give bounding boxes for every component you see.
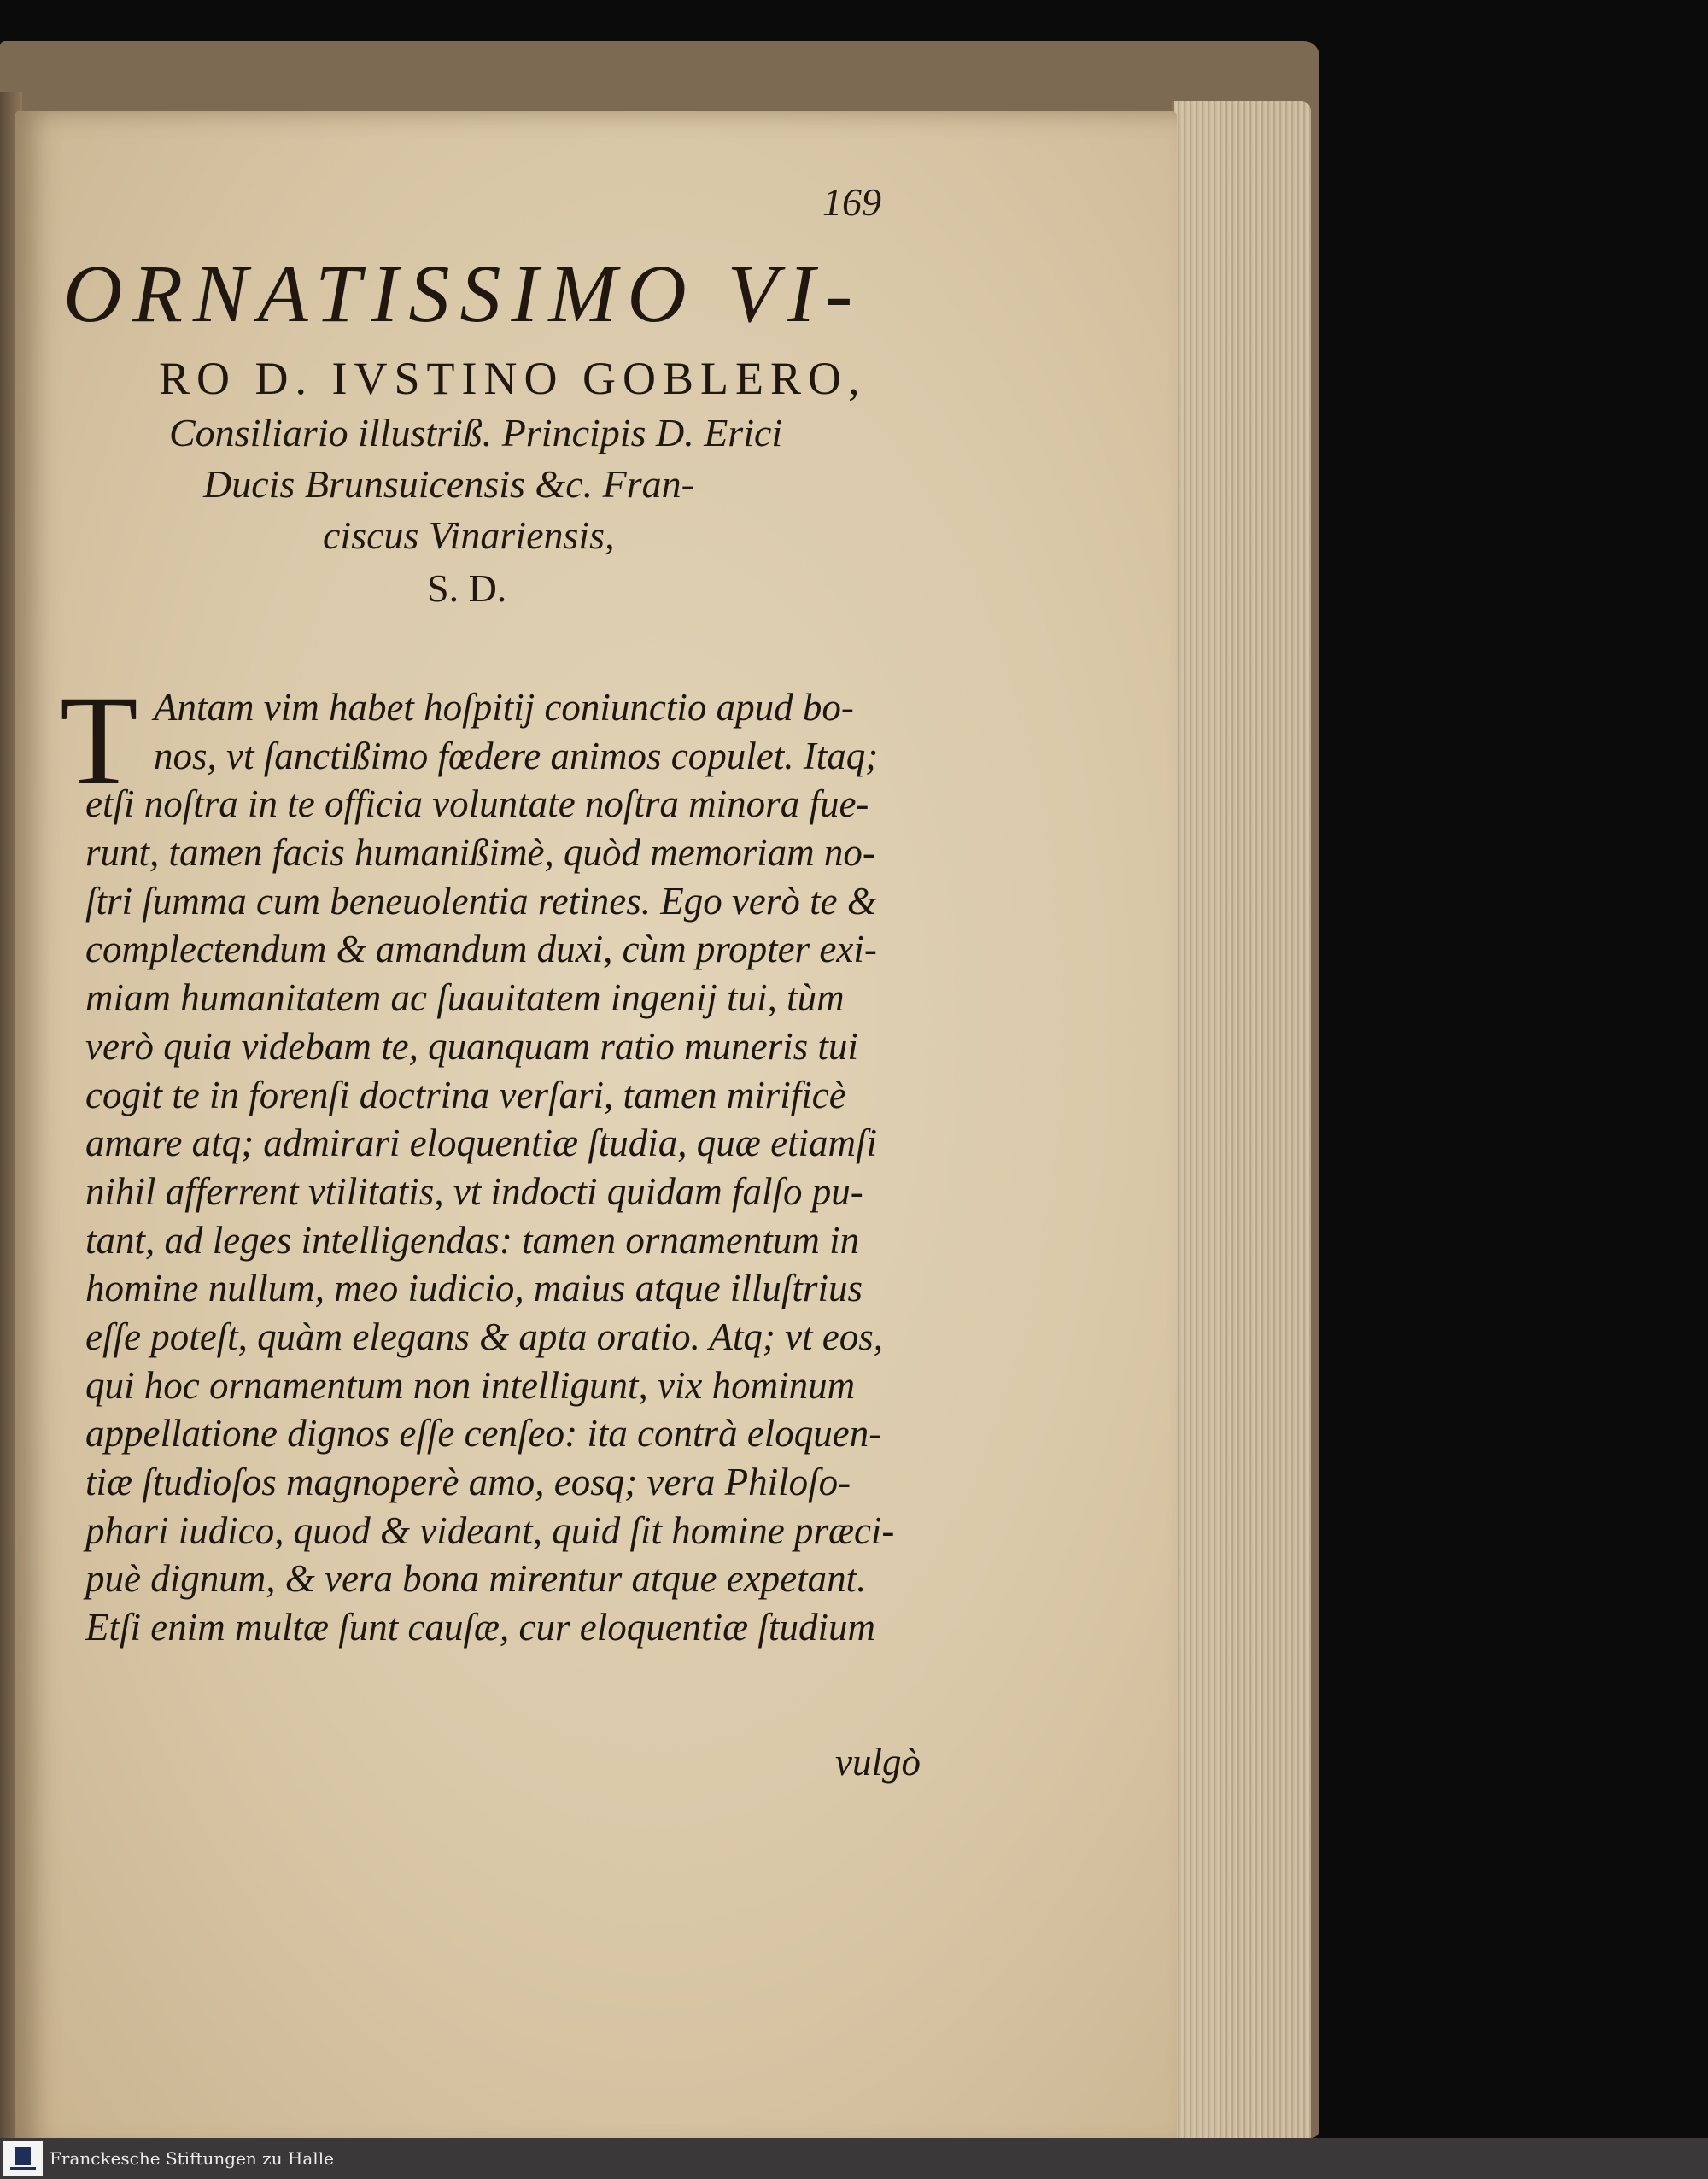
heading-salutation: S. D. xyxy=(427,566,507,610)
body-line: eſſe poteſt, quàm elegans & apta oratio. Atq; vt eos, xyxy=(85,1315,884,1358)
body-line: tiæ ſtudioſos magnoperè amo, eosq; vera Philoſo- xyxy=(85,1461,851,1503)
body-line: ſtri ſumma cum beneuolentia retines. Ego verò te & xyxy=(85,879,877,923)
body-line: complectendum & amandum duxi, cùm propter exi- xyxy=(85,928,877,971)
body-line: verò quia videbam te, quanquam ratio muneris tui xyxy=(85,1024,858,1068)
title-line-1: ORNATISSIMO VI- xyxy=(63,248,863,339)
body-line: cogit te in forenſi doctrina verſari, tamen mirificè xyxy=(85,1073,846,1116)
body-line: appellatione dignos eſſe cenſeo: ita contrà eloquen- xyxy=(85,1412,882,1456)
body-line: amare atq; admirari eloquentiæ ſtudia, quæ etiamſi xyxy=(85,1122,878,1165)
heading-line-2: Ducis Brunsuicensis &c. Fran- xyxy=(203,462,694,506)
body-line: phari iudico, quod & videant, quid ſit homine præci- xyxy=(85,1508,895,1552)
footer-institution-name: Franckesche Stiftungen zu Halle xyxy=(50,2148,334,2169)
body-line: nihil afferrent vtilitatis, vt indocti quidam falſo pu- xyxy=(85,1169,863,1213)
logo-base xyxy=(10,2167,36,2170)
body-line: Etſi enim multæ ſunt cauſæ, cur eloquentiæ ſtudium xyxy=(85,1606,875,1649)
body-line: qui hoc ornamentum non intelligunt, vix hominum xyxy=(85,1363,856,1407)
page-number: 169 xyxy=(822,180,881,224)
body-line: homine nullum, meo iudicio, maius atque illuſtrius xyxy=(85,1267,863,1310)
body-line: puè dignum, & vera bona mirentur atque expetant. xyxy=(85,1557,867,1601)
body-line: tant, ad leges intelligendas: tamen ornamentum in xyxy=(85,1218,860,1262)
heading-line-1: Consiliario illustriß. Principis D. Erici xyxy=(169,411,783,454)
logo-mark xyxy=(15,2147,31,2165)
body-line: miam humanitatem ac ſuauitatem ingenij tui, tùm xyxy=(85,976,845,1020)
body-line: runt, tamen facis humanißimè, quòd memoriam no- xyxy=(85,831,875,875)
institution-logo-icon xyxy=(3,2141,43,2176)
body-text xyxy=(85,683,905,1652)
drop-cap: T xyxy=(60,670,138,811)
body-line: etſi noſtra in te officia voluntate noſtra minora fue- xyxy=(85,782,869,826)
catchword: vulgò xyxy=(835,1741,921,1784)
body-line: Antam vim habet hoſpitij coniunctio apud bo- xyxy=(154,686,854,729)
heading-line-3: ciscus Vinariensis, xyxy=(323,513,615,557)
footer-bar xyxy=(0,2138,1708,2179)
body-line: nos, vt ſanctißimo fœdere animos copulet. Itaq; xyxy=(154,734,879,777)
title-line-2: RO D. IVSTINO GOBLERO, xyxy=(159,353,867,404)
page-edges xyxy=(1172,101,1311,2147)
